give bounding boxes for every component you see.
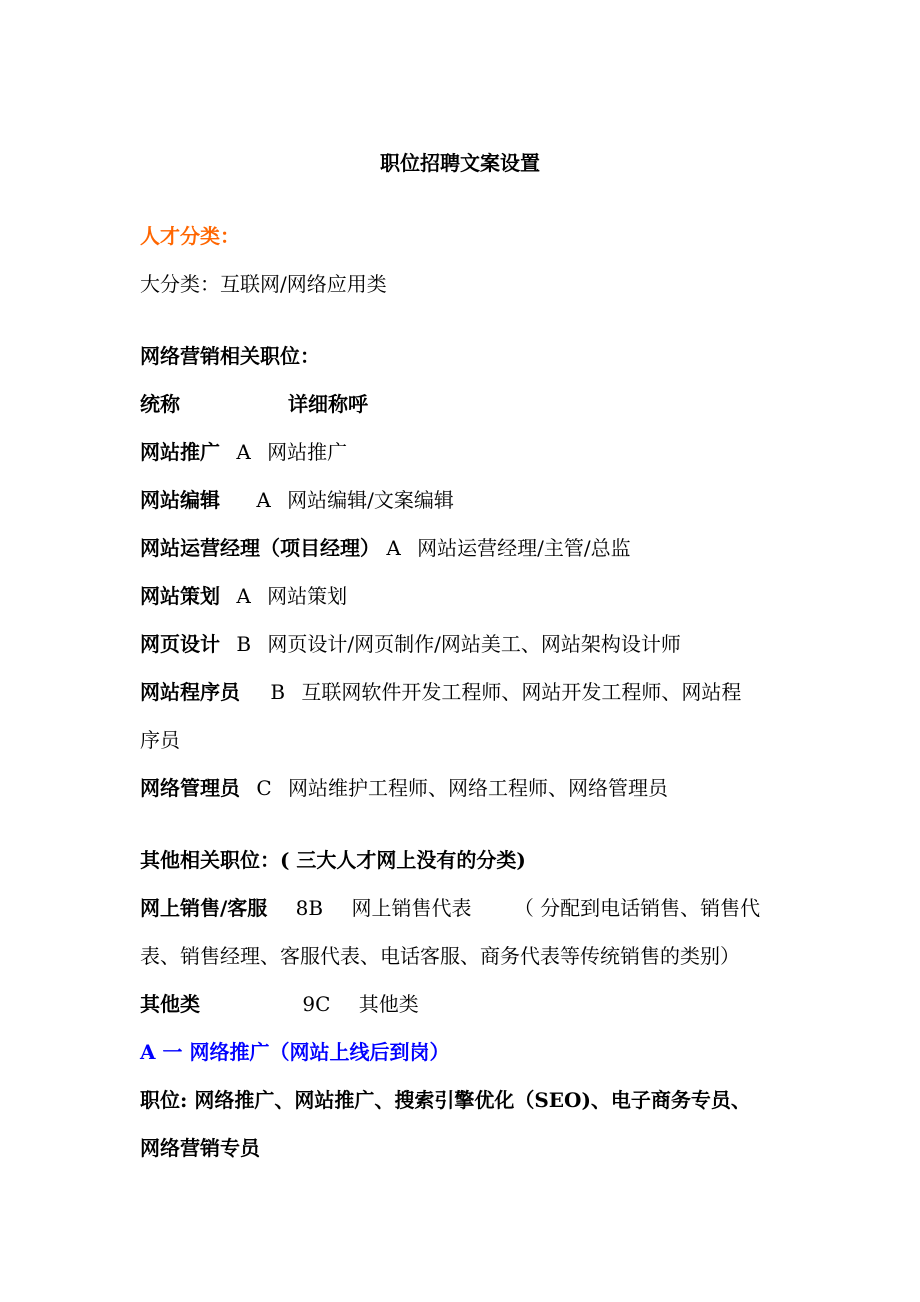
list-item (140, 992, 419, 1016)
page-title: 职位招聘文案设置 (380, 151, 540, 175)
position-detail: 网站运营经理/主管/总监 (417, 536, 631, 560)
list-item (140, 776, 668, 800)
position-detail: 其他类 (358, 992, 419, 1016)
position-grade: A (256, 488, 271, 512)
position-grade: A (236, 440, 251, 464)
position-detail: 网站策划 (267, 584, 348, 608)
position-detail: 网上销售代表 (351, 896, 472, 920)
position-grade: 8B (295, 896, 324, 920)
position-name: 网页设计 (140, 632, 220, 656)
position-detail: 网页设计/网页制作/网站美工、网站架构设计师 (267, 632, 681, 656)
position-grade: A (236, 584, 251, 608)
position-name: 网站运营经理（项目经理） (140, 536, 380, 560)
position-name: 网站程序员 (140, 680, 240, 704)
position-name: 网站推广 (140, 440, 220, 464)
position-grade: 9C (302, 992, 331, 1016)
marketing-heading: 网络营销相关职位： (140, 344, 320, 368)
position-name: 网络管理员 (140, 776, 240, 800)
position-name: 网上销售/客服 (140, 896, 268, 920)
position-grade: B (270, 680, 286, 704)
position-name: 其他类 (140, 992, 200, 1016)
positions-line-continued: 网络营销专员 (140, 1136, 260, 1160)
position-detail: 网站推广 (267, 440, 348, 464)
list-item (140, 440, 347, 464)
big-category: 大分类：互联网/网络应用类 (140, 272, 387, 296)
list-item (140, 584, 347, 608)
column-headers (140, 392, 368, 416)
position-grade: C (256, 776, 272, 800)
position-grade: A (386, 536, 401, 560)
position-detail-continued: 序员 (140, 728, 180, 752)
position-note: （ 分配到电话销售、销售代 (513, 896, 761, 920)
list-item (140, 488, 454, 512)
list-item (140, 632, 681, 656)
positions-line: 职位: 网络推广、网站推广、搜索引擎优化（SEO)、电子商务专员、 (140, 1088, 751, 1112)
position-note-continued: 表、销售经理、客服代表、电话客服、商务代表等传统销售的类别） (140, 944, 740, 968)
other-heading: 其他相关职位：( 三大人才网上没有的分类) (140, 848, 526, 872)
list-item (140, 896, 760, 920)
position-detail: 网站维护工程师、网络工程师、网络管理员 (288, 776, 669, 800)
position-detail: 网站编辑/文案编辑 (287, 488, 454, 512)
list-item (140, 680, 741, 704)
position-name: 网站编辑 (140, 488, 220, 512)
col-general-label: 统称 (140, 392, 180, 416)
talent-heading: 人才分类： (140, 224, 240, 248)
section-a-heading: A 一 网络推广（网站上线后到岗） (140, 1040, 450, 1064)
col-detail-label: 详细称呼 (288, 392, 368, 416)
position-detail: 互联网软件开发工程师、网站开发工程师、网站程 (301, 680, 742, 704)
list-item (140, 536, 631, 560)
position-grade: B (236, 632, 252, 656)
position-name: 网站策划 (140, 584, 220, 608)
